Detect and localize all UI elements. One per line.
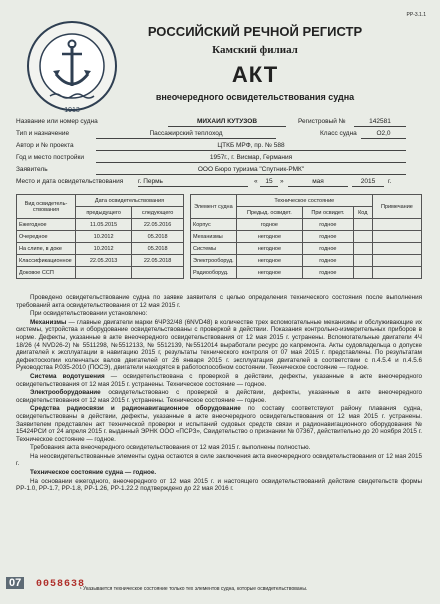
survey-dates-table bbox=[16, 194, 184, 279]
class-value: О2,0 bbox=[361, 130, 406, 139]
type-label: Тип и назначение bbox=[16, 130, 70, 137]
para-mechanisms: Механизмы — главные двигатели марки 6ЧР32/48 (6NVD48) в количестве трех вспомогательные механизмы и обслуживающие их системы, устройства и оборудование освидетельствованы с проверкой в действии. Показания контрольно-измерительных приборов в норме. Дефекты, указанные в акте внеочередного освидетельствования от 12 мая 2015 г. устранены. Вспомогательные двигатели 4Ч 18/26 (4 NVD26-2) № 5511298, №5512133, № 5512139, №5512014 выработали ресурс до капремонта. Акты судовладельца о допуске двигателей к эксплуатации в навигацию 2015 г, результаты технического контроля от 07 мая 2015 г. представлены. По результатам дефектоскопии коленчатых валов двигателей от 26 января 2015 г. эксплуатация двигателей в соответствии с п.4.5.4 и п.4.5.6 Руководства Р.035-2010 (ПОСЭ), двигатели находятся в работоспособном состоянии. Техническое состояние — годное. bbox=[16, 318, 422, 372]
col-state-now: При освидет. bbox=[303, 207, 354, 219]
table-row: Корпус годное годное bbox=[191, 219, 422, 231]
act-document: 1913 РР-3.1.1 РОССИЙСКИЙ РЕЧНОЙ РЕГИСТР Камский филиал АКТ внеочередного освидетельствования судна Название или номер судна МИХАИЛ КУТУЗОВ Регистровый № 142581 Тип и назначение Пассажирский теплоход Класс судна О2,0 Автор и № проекта ЦТКБ МРФ, пр. № 588 Год и место постройки 1957г., г. Висмар, Германия Заявитель ООО Бюро туризма "Спутник-РМК" Место и дата освидетельствования г. Пермь « 15 » мая 2015 г. Вид освидетель-ствования Дата освидетельствования предыдущего следующего Ежегодное 11.05.2015 22.05.2016 Очередное 10.2012 05.2018 На слипе, в доке 10.2012 05.2018 Классификационное 22.05.2013 22.05.2018 Доковое ССП Элемент судна Техническое состояние Примечание Предыд. освидет. При освидет. Код Корпус годное годное Механизмы негодное годное Системы негодное годное Электрооборуд. негодное годное Радиооборуд. негодное годное Проведено освидетельствование судна по заявке заявителя с целью определения технического состояния после выполнения требований акта освидетельствования от 12 мая 2015 г. При освидетельствовании установлено: Механизмы — главные двигатели марки 6ЧР32/48 (6NVD48) в количестве трех вспомогательные механизмы и обслуживающие их системы, устройства и оборудование освидетельствованы с проверкой в действии. Показания контрольно-измерительных приборов в норме. Дефекты, указанные в акте внеочередного освидетельствования от 12 мая 2015 г. устранены. Вспомогательные двигатели 4Ч 18/26 (4 NVD26-2) № 5511298, №5512133, № 5512139, №5512014 выработали ресурс до капремонта. Акты судовладельца о допуске двигателей к эксплуатации в навигацию 2015 г, результаты технического контроля от 07 мая 2015 г. представлены. По результатам дефектоскопии коленчатых валов двигателей от 26 января 2015 г. эксплуатация двигателей в соответствии с п.4.5.4 и п.4.5.6 Руководства Р.035-2010 (ПОСЭ), двигатели находятся в работоспособном состоянии. Техническое состояние — годное. Система водотушения — освидетельствована с проверкой в действии, дефекты, указанные в акте внеочередного освидетельствования от 12 мая 2015 г. устранены. Техническое состояние — годное. Электрооборудование освидетельствовано с проверкой в действии, дефекты, указанные в акте внеочередного освидетельствования от 12 мая 2015 г. устранены. Техническое состояние — годное. Средства радиосвязи и радионавигационное оборудование по составу соответствуют району плавания судна, освидетельствованы в действии, дефекты, указанные в акте внеочередного освидетельствования от 12 мая 2015 г. устранены. Заявителем представлен акт технической проверки и испытаний судовых средств связи и радионавигационного оборудования № 15424РСИ от 24 апреля 2015 г. выданный ЭРНК ООО «ПСРЗ», Свидетельство о признании № 07367, действительно до 20 ноября 2015 г. Техническое состояние — годное. Требования акта внеочередного освидетельствования от 12 мая 2015 г. выполнены полностью. На неосвидетельствованные элементы судна остаются в силе заключения акта внеочередного освидетельствования от 12 мая 2015 г. Техническое состояние судна — годное. На основании ежегодного, внеочередного от 12 мая 2015 г. и настоящего освидетельствований действие свидетельств формы РР-1.0, РР-1.7, РР-1.8, РР-1.26, РР-1.22.2 подтверждено до 22 мая 2016 г. 07 0058638 ¹ Указывается техническое состояние только тех элементов судна, которые освидетельствованы. bbox=[0, 0, 440, 604]
tech-state-table bbox=[190, 194, 422, 279]
col-survey-date: Дата освидетельствования bbox=[76, 195, 184, 207]
project-value: ЦТКБ МРФ, пр. № 588 bbox=[96, 142, 406, 151]
org-name: РОССИЙСКИЙ РЕЧНОЙ РЕГИСТР bbox=[147, 24, 363, 39]
act-body bbox=[16, 294, 422, 494]
para-water-system: Система водотушения — освидетельствована с проверкой в действии, дефекты, указанные в акте внеочередного освидетельствования от 12 мая 2015 г. устранены. Техническое состояние — годное. bbox=[16, 372, 422, 388]
name-label: Название или номер судна bbox=[16, 118, 98, 125]
place-value: г. Пермь bbox=[138, 178, 248, 187]
name-value: МИХАИЛ КУТУЗОВ bbox=[168, 118, 286, 127]
type-value: Пассажирский теплоход bbox=[96, 130, 276, 139]
date-year-suffix: г. bbox=[388, 178, 392, 185]
date-year: 2015 bbox=[352, 178, 384, 187]
col-code: Код bbox=[353, 207, 372, 219]
col-element: Элемент судна bbox=[191, 195, 237, 219]
logo-year: 1913 bbox=[64, 107, 80, 114]
table-row: Классификационное 22.05.2013 22.05.2018 bbox=[17, 255, 184, 267]
col-tech-state: Техническое состояние bbox=[236, 195, 372, 207]
class-label: Класс судна bbox=[320, 130, 357, 137]
col-next: следующего bbox=[132, 207, 184, 219]
date-month: мая bbox=[288, 178, 348, 187]
para-requirements: Требования акта внеочередного освидетельствования от 12 мая 2015 г. выполнены полностью. bbox=[30, 444, 311, 452]
built-value: 1957г., г. Висмар, Германия bbox=[96, 154, 406, 163]
place-label: Место и дата освидетельствования bbox=[16, 178, 124, 185]
para-electrical: Электрооборудование освидетельствовано с проверкой в действии, дефекты, указанные в акте внеочередного освидетельствования от 12 мая 2015 г. устранены. Техническое состояние — годное. bbox=[16, 389, 422, 404]
doc-subtitle: внеочередного освидетельствования судна bbox=[155, 92, 355, 102]
col-survey-kind: Вид освидетель-ствования bbox=[17, 195, 76, 219]
para-unsurveyed: На неосвидетельствованные элементы судна остаются в силе заключения акта внеочередного освидетельствования от 12 мая 2015 г. bbox=[16, 452, 422, 468]
date-day: 15 bbox=[260, 178, 278, 187]
built-label: Год и место постройки bbox=[16, 154, 84, 161]
applicant-value: ООО Бюро туризма "Спутник-РМК" bbox=[96, 166, 406, 175]
para-basis: На основании ежегодного, внеочередного от 12 мая 2015 г. и настоящего освидетельствований действие свидетельств формы РР-1.0, РР-1.7, РР-1.8, РР-1.26, РР-1.22.2 подтверждено до 22 мая 2016 г. bbox=[16, 477, 422, 493]
para-intro: Проведено освидетельствование судна по заявке заявителя с целью определения технического состояния после выполнения требований акта освидетельствования от 12 мая 2015 г. bbox=[16, 294, 422, 309]
footnote: ¹ Указывается техническое состояние только тех элементов судна, которые освидетельствованы. bbox=[80, 586, 308, 592]
para-found: При освидетельствовании установлено: bbox=[30, 310, 148, 318]
col-state-prev: Предыд. освидет. bbox=[236, 207, 302, 219]
table-row: Электрооборуд. негодное годное bbox=[191, 255, 422, 267]
col-prev: предыдущего bbox=[76, 207, 132, 219]
table-row: Доковое ССП bbox=[17, 267, 184, 279]
table-row: Механизмы негодное годное bbox=[191, 231, 422, 243]
col-note: Примечание bbox=[372, 195, 421, 219]
page-number: 07 bbox=[6, 577, 24, 589]
form-code: РР-3.1.1 bbox=[406, 12, 426, 18]
doc-title: АКТ bbox=[231, 62, 279, 87]
table-row: Системы негодное годное bbox=[191, 243, 422, 255]
table-row: На слипе, в доке 10.2012 05.2018 bbox=[17, 243, 184, 255]
applicant-label: Заявитель bbox=[16, 166, 48, 173]
para-radio: Средства радиосвязи и радионавигационное оборудование по составу соответствуют району плавания судна, освидетельствованы в действии, дефекты, указанные в акте внеочередного освидетельствования от 12 мая 2015 г. устранены. Заявителем представлен акт технической проверки и испытаний судовых средств связи и радионавигационного оборудования № 15424РСИ от 24 апреля 2015 г. выданный ЭРНК ООО «ПСРЗ», Свидетельство о признании № 07367, действительно до 20 ноября 2015 г. Техническое состояние — годное. bbox=[16, 405, 423, 443]
table-row: Очередное 10.2012 05.2018 bbox=[17, 231, 184, 243]
branch-name: Камский филиал bbox=[212, 44, 298, 56]
para-state: Техническое состояние судна — годное. bbox=[30, 469, 157, 477]
serial-number: 0058638 bbox=[36, 579, 86, 590]
table-row: Радиооборуд. негодное годное bbox=[191, 267, 422, 279]
reg-value: 142581 bbox=[354, 118, 406, 127]
project-label: Автор и № проекта bbox=[16, 142, 74, 149]
reg-label: Регистровый № bbox=[298, 118, 346, 125]
table-row: Ежегодное 11.05.2015 22.05.2016 bbox=[17, 219, 184, 231]
